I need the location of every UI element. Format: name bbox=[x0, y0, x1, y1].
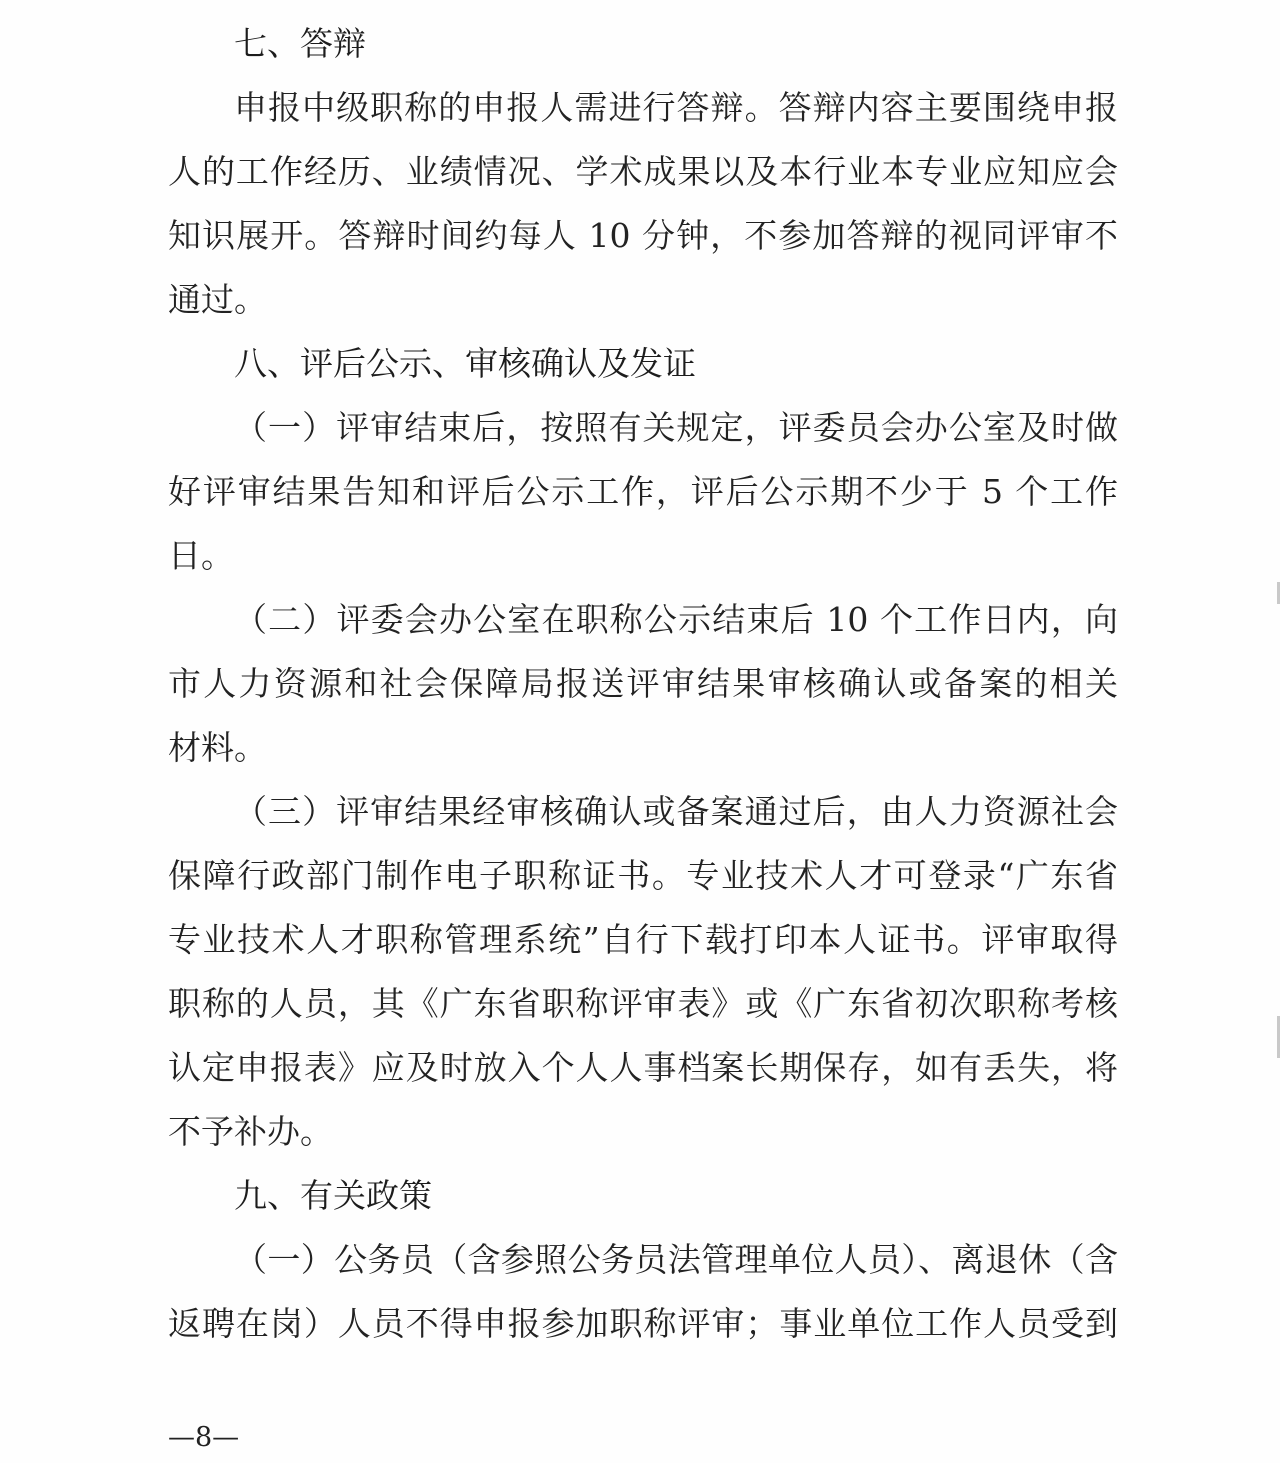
text-line: （二）评委会办公室在职称公示结束后 10 个工作日内，向 bbox=[234, 600, 1118, 639]
text-line: 好评审结果告知和评后公示工作，评后公示期不少于 5 个工作 bbox=[168, 472, 1118, 511]
text-line: 不予补办。 bbox=[168, 1112, 333, 1151]
text-line: （一）评审结束后，按照有关规定，评委员会办公室及时做 bbox=[234, 408, 1118, 447]
text-line: 保障行政部门制作电子职称证书。专业技术人才可登录“广东省 bbox=[168, 856, 1118, 895]
page-number: —8— bbox=[168, 1422, 240, 1453]
text-line: 人的工作经历、业绩情况、学术成果以及本行业本专业应知应会 bbox=[168, 152, 1118, 191]
section-heading: 七、答辩 bbox=[234, 24, 366, 63]
text-line: 专业技术人才职称管理系统”自行下载打印本人证书。评审取得 bbox=[168, 920, 1118, 959]
section-defense bbox=[168, 12, 1118, 332]
text-line: 材料。 bbox=[168, 728, 267, 767]
paragraph bbox=[168, 588, 1118, 780]
section-heading: 八、评后公示、审核确认及发证 bbox=[234, 344, 696, 383]
paragraph bbox=[168, 76, 1118, 332]
paragraph bbox=[168, 780, 1118, 1164]
text-line: （一）公务员（含参照公务员法管理单位人员）、离退休（含 bbox=[234, 1240, 1118, 1279]
document-body bbox=[168, 12, 1118, 1356]
section-related-policies bbox=[168, 1164, 1118, 1356]
text-line: 知识展开。答辩时间约每人 10 分钟，不参加答辩的视同评审不 bbox=[168, 216, 1118, 255]
section-heading: 九、有关政策 bbox=[234, 1176, 432, 1215]
text-line: 职称的人员，其《广东省职称评审表》或《广东省初次职称考核 bbox=[168, 984, 1118, 1023]
paragraph bbox=[168, 1228, 1118, 1356]
paragraph bbox=[168, 396, 1118, 588]
text-line: 通过。 bbox=[168, 280, 267, 319]
text-line: （三）评审结果经审核确认或备案通过后，由人力资源社会 bbox=[234, 792, 1118, 831]
text-line: 返聘在岗）人员不得申报参加职称评审；事业单位工作人员受到 bbox=[168, 1304, 1118, 1343]
section-publicity-confirmation bbox=[168, 332, 1118, 1164]
text-line: 认定申报表》应及时放入个人人事档案长期保存，如有丢失，将 bbox=[168, 1048, 1118, 1087]
text-line: 申报中级职称的申报人需进行答辩。答辩内容主要围绕申报 bbox=[234, 88, 1118, 127]
text-line: 市人力资源和社会保障局报送评审结果审核确认或备案的相关 bbox=[168, 664, 1118, 703]
text-line: 日。 bbox=[168, 536, 234, 575]
